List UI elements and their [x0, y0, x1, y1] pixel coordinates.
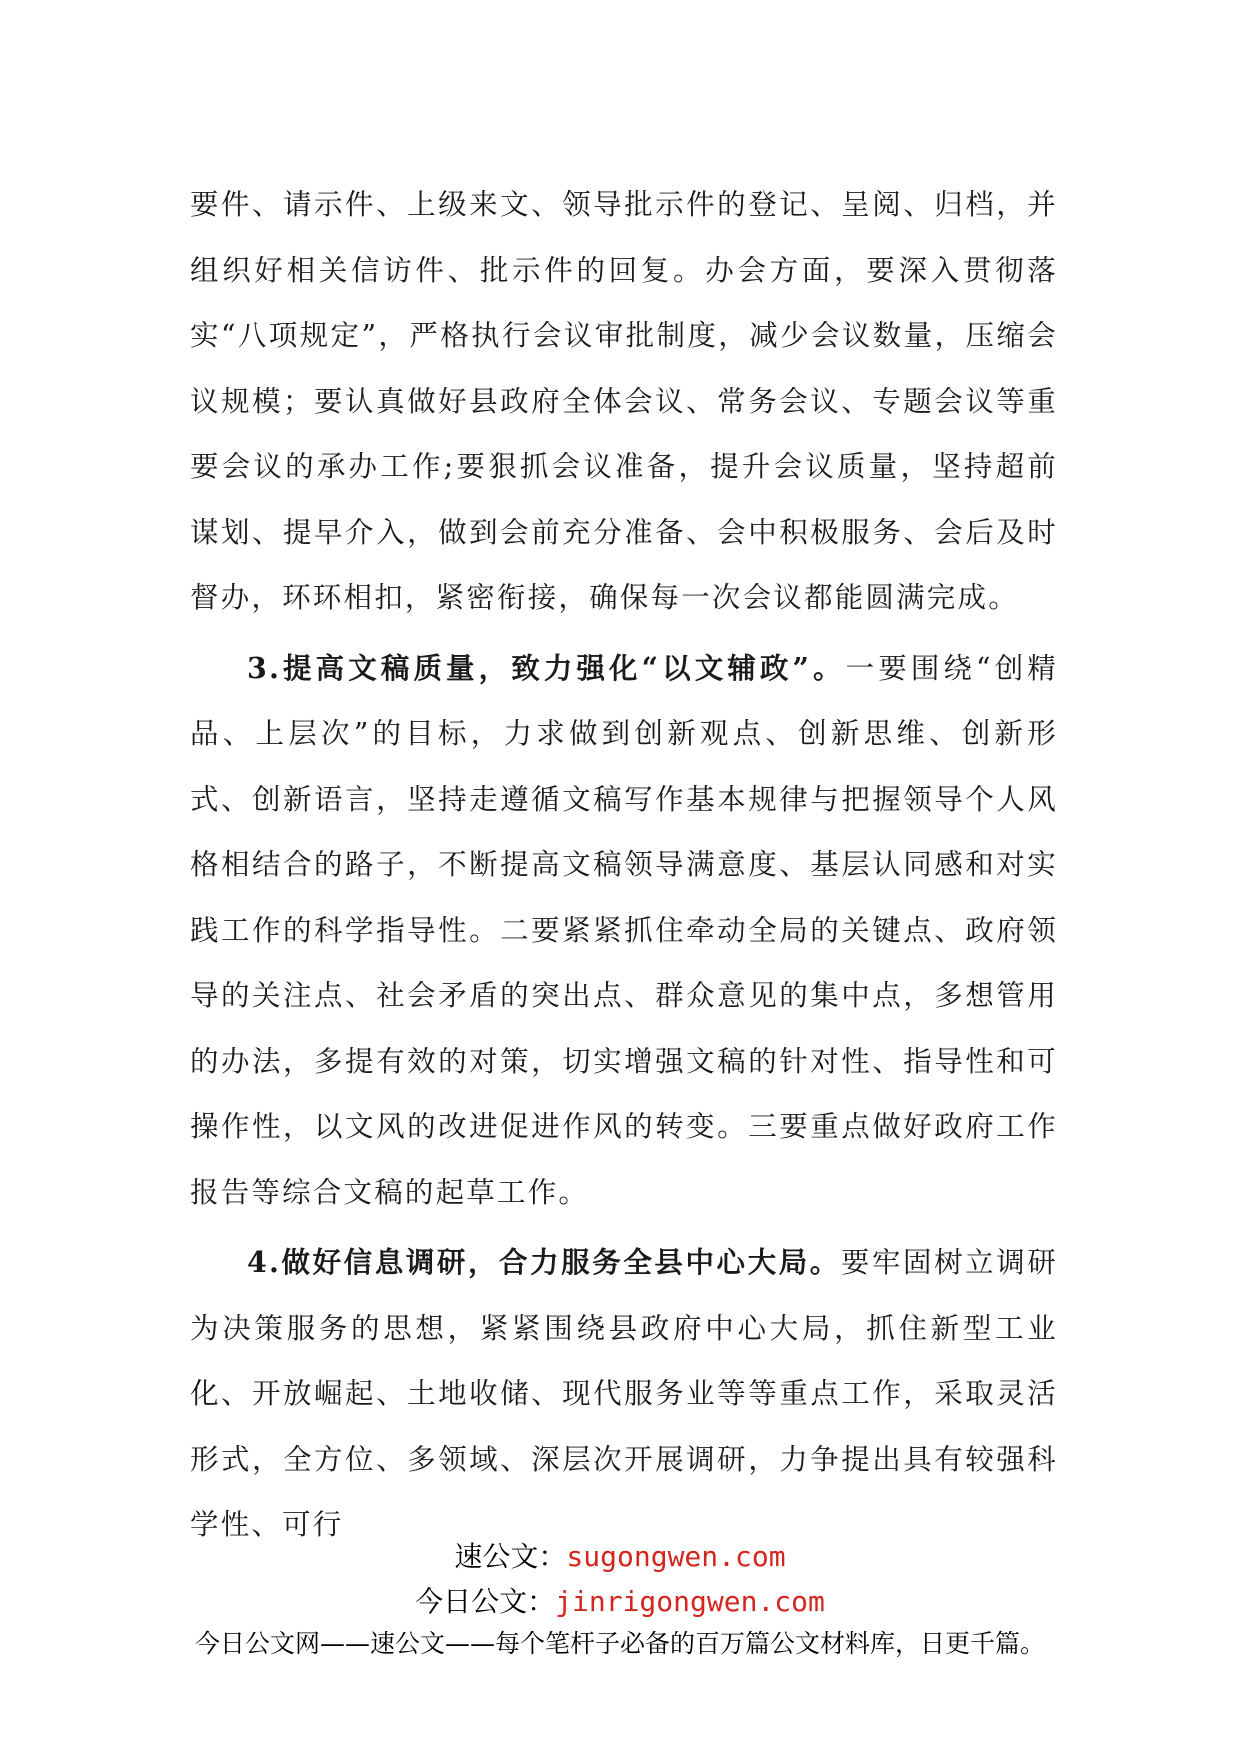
- footer-jinrigongwen-label: 今日公文：: [415, 1585, 556, 1618]
- document-body: [190, 172, 1058, 1558]
- paragraph-1-text: 要件、请示件、上级来文、领导批示件的登记、呈阅、归档，并组织好相关信访件、批示件的回复。办会方面，要深入贯彻落实“八项规定”，严格执行会议审批制度，减少会议数量，压缩会议规模；要认真做好县政府全体会议、常务会议、专题会议等重要会议的承办工作;要狠抓会议准备，提升会议质量，坚持超前谋划、提早介入，做到会前充分准备、会中积极服务、会后及时督办，环环相扣，紧密衔接，确保每一次会议都能圆满完成。: [190, 188, 1058, 614]
- footer-sugongwen: [0, 1540, 1240, 1574]
- paragraph-3-text: 要牢固树立调研为决策服务的思想，紧紧围绕县政府中心大局，抓住新型工业化、开放崛起、土地收储、现代服务业等等重点工作，采取灵活形式，全方位、多领域、深层次开展调研，力争提出具有较强科学性、可行: [190, 1246, 1058, 1541]
- paragraph-2-text: 一要围绕“创精品、上层次”的目标，力求做到创新观点、创新思维、创新形式、创新语言，坚持走遵循文稿写作基本规律与把握领导个人风格相结合的路子，不断提高文稿领导满意度、基层认同感和对实践工作的科学指导性。二要紧紧抓住牵动全局的关键点、政府领导的关注点、社会矛盾的突出点、群众意见的集中点，多想管用的办法，多提有效的对策，切实增强文稿的针对性、指导性和可操作性，以文风的改进促进作风的转变。三要重点做好政府工作报告等综合文稿的起草工作。: [190, 651, 1058, 1209]
- paragraph-1: [190, 172, 1058, 631]
- footer-sugongwen-link[interactable]: sugongwen.com: [566, 1540, 786, 1573]
- paragraph-3-heading: 4.做好信息调研，合力服务全县中心大局。: [247, 1245, 841, 1279]
- paragraph-3: [190, 1230, 1058, 1558]
- footer-sugongwen-label: 速公文：: [454, 1540, 567, 1573]
- paragraph-2-heading: 3.提高文稿质量，致力强化“以文辅政”。: [247, 650, 846, 685]
- paragraph-2: [190, 636, 1058, 1226]
- footer-slogan: 今日公文网——速公文——每个笔杆子必备的百万篇公文材料库，日更千篇。: [194, 1629, 1045, 1658]
- footer-jinrigongwen-link[interactable]: jinrigongwen.com: [555, 1585, 825, 1618]
- footer-jinrigongwen: [0, 1585, 1240, 1619]
